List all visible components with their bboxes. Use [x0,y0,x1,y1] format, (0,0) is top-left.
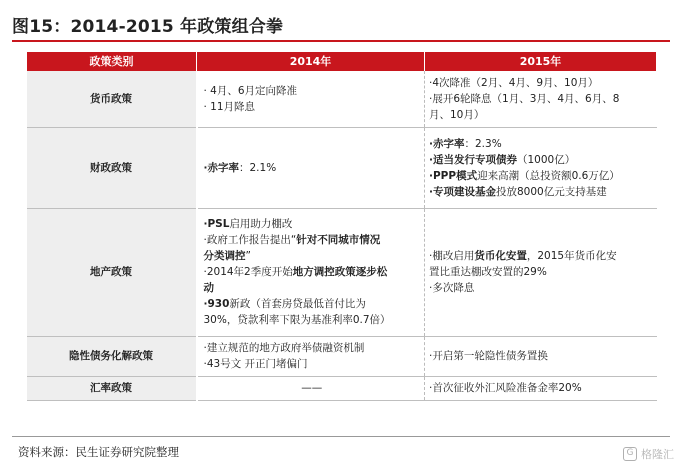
cell-line [204,296,421,312]
plain-text: ，2015年货币化安 [526,250,617,262]
cell-line: ·开启第一轮隐性债务置换 [429,350,548,362]
watermark-text: 格隆汇 [641,448,674,461]
cell-line: · 11月降息 [203,100,256,113]
cell-2014-exchange-rate: —— [197,376,425,400]
row-category-monetary: 货币政策 [27,71,197,127]
cell-line: 30%，贷款利率下限为基准利率0.7倍） [203,314,391,326]
bold-term: ·赤字率 [429,137,465,150]
cell-line [204,216,421,232]
plain-text: ” [245,250,251,262]
cell-line: 置比重达棚改安置的29% [429,266,547,278]
table-row [27,376,657,400]
cell-line [204,264,421,280]
cell-line [429,168,653,184]
bold-term: ·PSL [203,218,230,230]
bold-term: ·专项建设基金 [429,185,496,198]
plain-text: ：2.3% [464,137,502,150]
footer-divider [12,436,670,437]
cell-line [204,280,421,296]
plain-text: 启用助力棚改 [229,218,293,230]
table-row [27,127,657,208]
plain-text: ·棚改启用 [429,250,475,262]
plain-text: ·政府工作报告提出“ [203,234,297,246]
cell-line [429,248,653,264]
cell-line [204,160,421,176]
plain-text: 新政（首套房贷最低首付比为 [229,298,366,310]
table-row [27,71,657,127]
cell-line: ·展开6轮降息（1月、3月、4月、6月、8 [429,92,620,105]
plain-text: （1000亿） [517,153,576,166]
cell-2015-fiscal [425,127,657,208]
cell-2015-monetary [425,71,657,127]
cell-2014-monetary [197,71,425,127]
plain-text: ·2014年2季度开始 [203,266,293,278]
title-divider [12,40,670,42]
table-row [27,208,657,336]
row-category-hidden-debt: 隐性债务化解政策 [27,336,197,376]
policy-table [26,52,657,401]
bold-term: 分类调控 [203,250,246,262]
plain-text: 迎来高潮（总投资额0.6万亿） [477,169,620,182]
cell-2014-fiscal [197,127,425,208]
cell-2015-exchange-rate: ·首次征收外汇风险准备金率20% [425,376,657,400]
watermark [623,446,674,462]
cell-line: 月、10月） [429,108,485,121]
figure-title: 图15：2014-2015 年政策组合拳 [12,17,284,37]
cell-line: ·多次降息 [429,282,475,294]
cell-line [204,248,421,264]
source-note: 资料来源：民生证券研究院整理 [18,445,179,459]
plain-text: 投放8000亿元支持基建 [496,185,607,198]
table-row [27,336,657,376]
bold-term: 地方调控政策逐步松 [292,266,388,278]
cell-2015-hidden-debt [425,336,657,376]
cell-2014-hidden-debt [197,336,425,376]
bold-term: 货币化安置 [474,250,527,262]
bold-term: 动 [203,282,214,294]
bold-term: ·赤字率 [203,161,239,174]
cell-line: ·4次降准（2月、4月、9月、10月） [429,76,599,89]
plain-text: ：2.1% [239,161,277,174]
gelonghui-logo-icon: G [623,447,637,461]
row-category-fiscal: 财政政策 [27,127,197,208]
row-category-exchange-rate: 汇率政策 [27,376,197,400]
bold-term: ·930 [203,298,230,310]
header-2014: 2014年 [197,52,425,71]
bold-term: 针对不同城市情况 [296,234,381,246]
bold-term: ·PPP模式 [429,169,478,182]
cell-2015-real-estate [425,208,657,336]
cell-line: ·43号文 开正门堵偏门 [203,358,308,370]
bold-term: ·适当发行专项债券 [429,153,517,166]
row-category-real-estate: 地产政策 [27,208,197,336]
cell-line: · 4月、6月定向降准 [203,84,298,97]
cell-line [429,184,653,200]
table-header-row [27,52,657,71]
cell-line [429,152,653,168]
cell-line [429,136,653,152]
cell-line [204,232,421,248]
header-2015: 2015年 [425,52,657,71]
header-category: 政策类别 [27,52,197,71]
cell-line: ·建立规范的地方政府举债融资机制 [203,342,365,354]
cell-2014-real-estate [197,208,425,336]
